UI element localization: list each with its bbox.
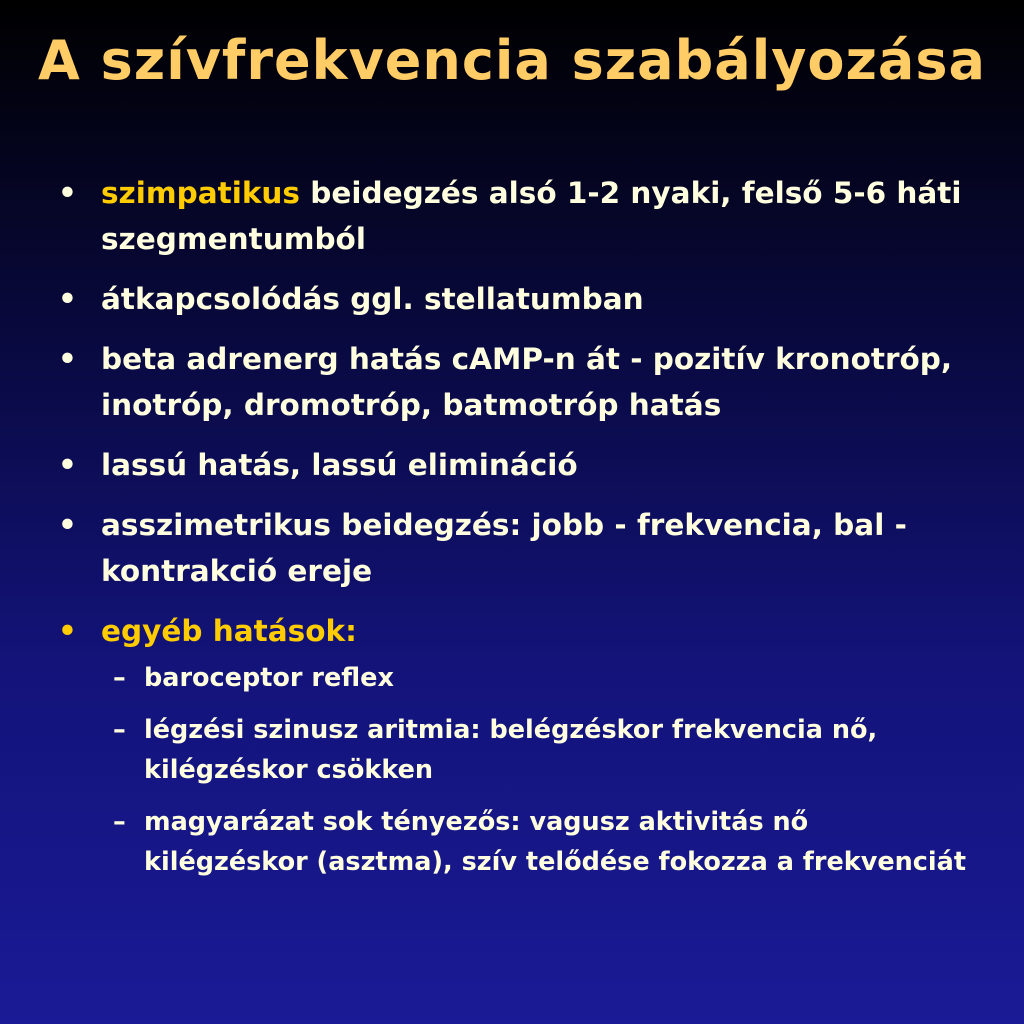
list-item-text: átkapcsolódás ggl. stellatumban bbox=[101, 282, 644, 316]
sub-list-item-text: magyarázat sok tényezős: vagusz aktivitás nő kilégzéskor (asztma), szív telődése fokozza a frekvenciát bbox=[144, 807, 967, 877]
bullet-icon: • bbox=[58, 614, 77, 648]
list-item-text: beidegzés alsó 1-2 nyaki, felső 5-6 háti szegmentumból bbox=[101, 176, 962, 256]
slide-title: A szívfrekvencia szabályozása bbox=[38, 29, 986, 92]
list-item-text: beta adrenerg hatás cAMP-n át - pozitív kronotróp, inotróp, dromotróp, batmotróp hatás bbox=[101, 342, 953, 422]
bullet-icon: • bbox=[58, 176, 77, 210]
dash-icon: – bbox=[113, 807, 126, 837]
list-item-text: egyéb hatások: bbox=[101, 614, 357, 648]
sub-list-item-text: baroceptor reflex bbox=[144, 663, 394, 693]
list-item bbox=[58, 336, 978, 428]
list-item bbox=[58, 276, 978, 322]
sub-list-item bbox=[101, 710, 978, 790]
sub-list bbox=[101, 658, 978, 882]
bullet-icon: • bbox=[58, 342, 77, 376]
bullet-list bbox=[58, 170, 978, 896]
bullet-icon: • bbox=[58, 282, 77, 316]
highlight-term: szimpatikus bbox=[101, 176, 300, 210]
list-item bbox=[58, 442, 978, 488]
sub-list-item bbox=[101, 802, 978, 882]
bullet-icon: • bbox=[58, 448, 77, 482]
sub-list-item bbox=[101, 658, 978, 698]
list-item-text: asszimetrikus beidegzés: jobb - frekvencia, bal - kontrakció ereje bbox=[101, 508, 907, 588]
list-item bbox=[58, 170, 978, 262]
dash-icon: – bbox=[113, 663, 126, 693]
sub-list-item-text: légzési szinusz aritmia: belégzéskor frekvencia nő, kilégzéskor csökken bbox=[144, 715, 878, 785]
list-item-other-effects bbox=[58, 608, 978, 882]
list-item-text: lassú hatás, lassú elimináció bbox=[101, 448, 578, 482]
dash-icon: – bbox=[113, 715, 126, 745]
bullet-icon: • bbox=[58, 508, 77, 542]
list-item bbox=[58, 502, 978, 594]
